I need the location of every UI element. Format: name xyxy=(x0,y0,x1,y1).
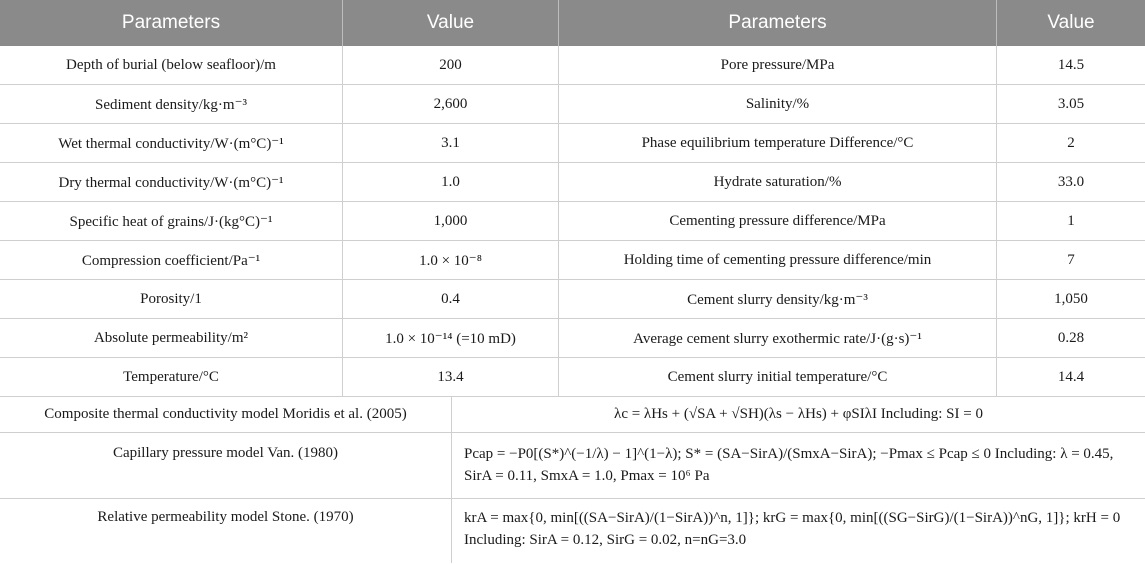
param-cell: Cementing pressure difference/MPa xyxy=(559,202,997,240)
param-cell: Depth of burial (below seafloor)/m xyxy=(0,46,343,84)
header-value-2: Value xyxy=(1047,12,1095,33)
value-cell: 1.0 × 10⁻⁸ xyxy=(343,241,559,279)
table-row xyxy=(0,202,1145,241)
value-cell: 1.0 × 10⁻¹⁴ (=10 mD) xyxy=(343,319,559,357)
param-cell: Sediment density/kg·m⁻³ xyxy=(0,85,343,123)
header-value-1: Value xyxy=(343,0,559,46)
model-label: Composite thermal conductivity model Moridis et al. (2005) xyxy=(0,397,452,432)
value-cell: 14.5 xyxy=(1057,56,1085,73)
param-cell: Temperature/°C xyxy=(0,358,343,396)
param-cell: Pore pressure/MPa xyxy=(559,46,997,84)
param-cell: Porosity/1 xyxy=(0,280,343,318)
value-cell: 7 xyxy=(1067,251,1075,268)
table-row xyxy=(0,358,1145,397)
table-row xyxy=(0,280,1145,319)
table-row xyxy=(0,124,1145,163)
value-cell: 2 xyxy=(1067,134,1075,151)
value-cell: 14.4 xyxy=(1057,368,1085,385)
param-cell: Average cement slurry exothermic rate/J·(g·s)⁻¹ xyxy=(559,319,997,357)
model-row-capillary-pressure xyxy=(0,433,1145,499)
value-cell: 1,000 xyxy=(343,202,559,240)
param-cell: Compression coefficient/Pa⁻¹ xyxy=(0,241,343,279)
param-cell: Salinity/% xyxy=(559,85,997,123)
param-cell: Cement slurry initial temperature/°C xyxy=(559,358,997,396)
model-row-thermal-conductivity xyxy=(0,397,1145,433)
param-cell: Absolute permeability/m² xyxy=(0,319,343,357)
value-cell: 3.1 xyxy=(343,124,559,162)
value-cell: 3.05 xyxy=(1057,95,1085,112)
model-formula: λc = λHs + (√SA + √SH)(λs − λHs) + φSIλI Including: SI = 0 xyxy=(614,406,983,422)
value-cell: 1 xyxy=(1067,212,1075,229)
param-cell: Dry thermal conductivity/W·(m°C)⁻¹ xyxy=(0,163,343,201)
value-cell: 0.4 xyxy=(343,280,559,318)
param-cell: Hydrate saturation/% xyxy=(559,163,997,201)
param-cell: Cement slurry density/kg·m⁻³ xyxy=(559,280,997,318)
table-row xyxy=(0,241,1145,280)
value-cell: 1,050 xyxy=(1054,290,1088,307)
table-row xyxy=(0,319,1145,358)
model-formula: Pcap = −P0[(S*)^(−1/λ) − 1]^(1−λ); S* = (SA−SirA)/(SmxA−SirA); −Pmax ≤ Pcap ≤ 0 Including: λ = 0.45, SirA = 0.11, SmxA = 1.0, Pmax = 10⁶ Pa xyxy=(464,446,1114,484)
value-cell: 0.28 xyxy=(1057,329,1085,346)
header-parameters-2: Parameters xyxy=(559,0,997,46)
value-cell: 33.0 xyxy=(1057,173,1085,190)
table-row xyxy=(0,163,1145,202)
value-cell: 2,600 xyxy=(343,85,559,123)
value-cell: 1.0 xyxy=(343,163,559,201)
param-cell: Phase equilibrium temperature Difference/°C xyxy=(559,124,997,162)
param-cell: Specific heat of grains/J·(kg°C)⁻¹ xyxy=(0,202,343,240)
param-cell: Holding time of cementing pressure difference/min xyxy=(559,241,997,279)
model-formula: krA = max{0, min[((SA−SirA)/(1−SirA))^n, 1]}; krG = max{0, min[((SG−SirG)/(1−SirA))^nG, 1]}; krH = 0 Including: SirA = 0.12, SirG = 0.02, n=nG=3.0 xyxy=(464,510,1121,548)
param-cell: Wet thermal conductivity/W·(m°C)⁻¹ xyxy=(0,124,343,162)
model-row-relative-permeability xyxy=(0,499,1145,563)
model-label: Relative permeability model Stone. (1970) xyxy=(0,499,452,563)
table-row xyxy=(0,85,1145,124)
header-parameters-1: Parameters xyxy=(0,0,343,46)
model-label: Capillary pressure model Van. (1980) xyxy=(0,433,452,498)
value-cell: 200 xyxy=(343,46,559,84)
table-header xyxy=(0,0,1145,46)
value-cell: 13.4 xyxy=(343,358,559,396)
table-row xyxy=(0,46,1145,85)
